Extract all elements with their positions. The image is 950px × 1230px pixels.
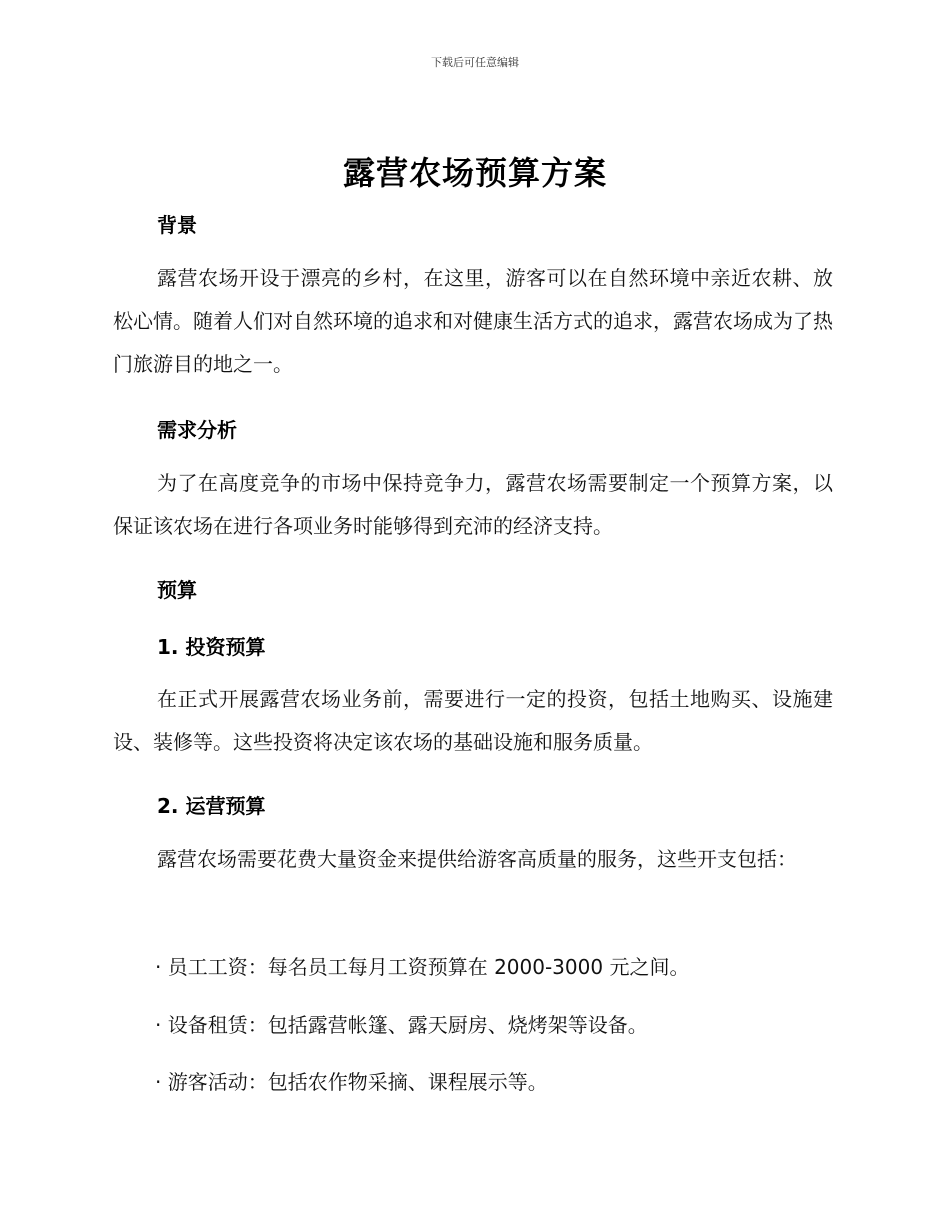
paragraph-needs: 为了在高度竞争的市场中保持竞争力，露营农场需要制定一个预算方案，以保证该农场在进行各项业务时能够得到充沛的经济支持。 bbox=[113, 471, 833, 538]
section-investment bbox=[113, 678, 833, 764]
list-item-equipment-rental: · 设备租赁：包括露营帐篷、露天厨房、烧烤架等设备。 bbox=[155, 1013, 648, 1037]
heading-investment: 1. 投资预算 bbox=[157, 635, 266, 659]
section-background bbox=[113, 257, 833, 386]
heading-budget: 预算 bbox=[157, 578, 197, 602]
section-operations bbox=[113, 838, 833, 881]
paragraph-background: 露营农场开设于漂亮的乡村，在这里，游客可以在自然环境中亲近农耕、放松心情。随着人们对自然环境的追求和对健康生活方式的追求，露营农场成为了热门旅游目的地之一。 bbox=[113, 266, 833, 376]
heading-background: 背景 bbox=[157, 213, 197, 237]
list-item-staff-wages: · 员工工资：每名员工每月工资预算在 2000-3000 元之间。 bbox=[155, 955, 690, 979]
document-title: 露营农场预算方案 bbox=[342, 154, 607, 192]
heading-needs: 需求分析 bbox=[157, 418, 237, 442]
header-note: 下载后可任意编辑 bbox=[431, 56, 519, 69]
section-needs bbox=[113, 462, 833, 548]
list-item-visitor-activities: · 游客活动：包括农作物采摘、课程展示等。 bbox=[155, 1070, 548, 1094]
paragraph-investment: 在正式开展露营农场业务前，需要进行一定的投资，包括土地购买、设施建设、装修等。这些投资将决定该农场的基础设施和服务质量。 bbox=[113, 687, 833, 754]
heading-operations: 2. 运营预算 bbox=[157, 794, 266, 818]
paragraph-operations: 露营农场需要花费大量资金来提供给游客高质量的服务，这些开支包括： bbox=[157, 847, 797, 871]
